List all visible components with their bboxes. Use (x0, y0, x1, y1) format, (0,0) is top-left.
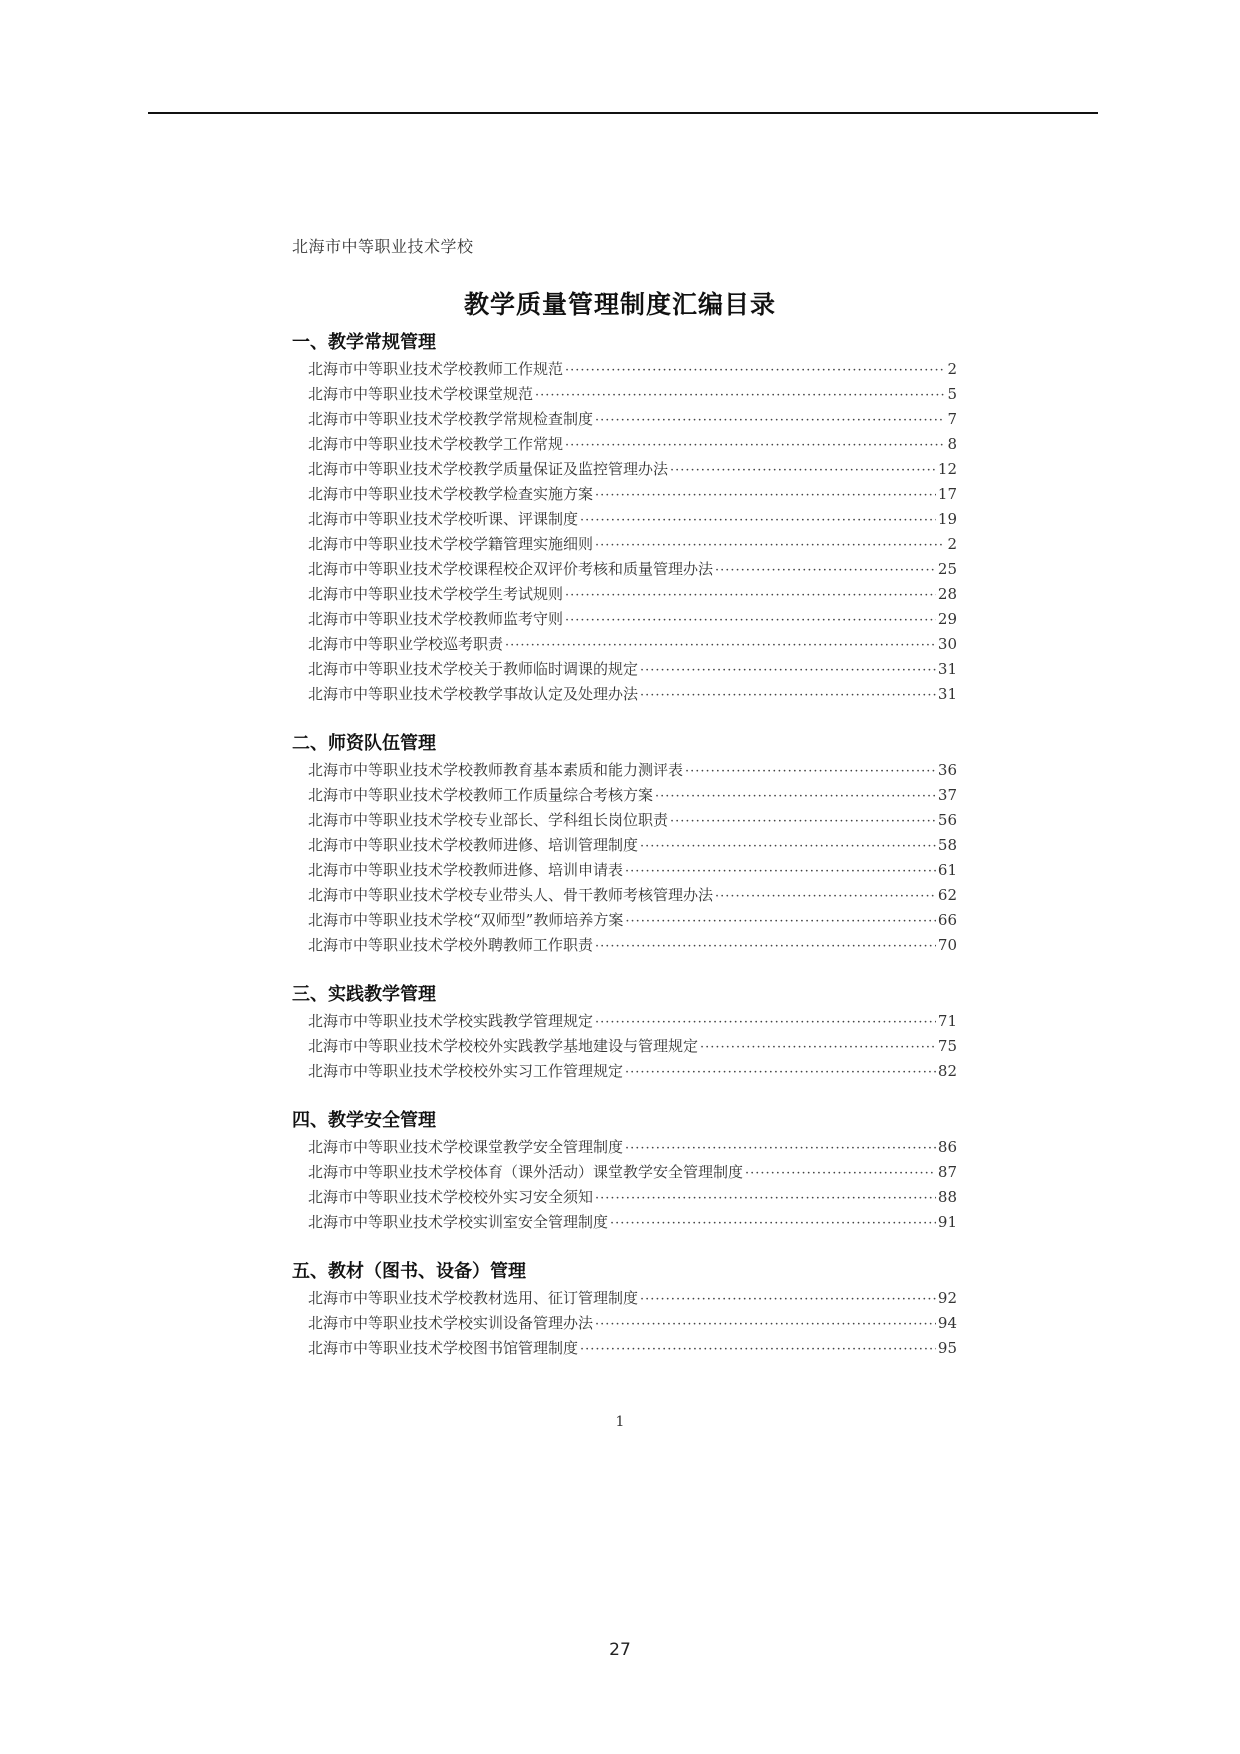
dot-leader (565, 358, 945, 383)
toc-entry-label: 北海市中等职业技术学校教师监考守则 (308, 610, 564, 628)
dot-leader (670, 458, 936, 483)
toc-section (292, 1259, 957, 1361)
table-of-contents (292, 330, 957, 1385)
dot-leader (595, 408, 945, 433)
toc-entry (292, 457, 957, 482)
toc-entry-label: 北海市中等职业技术学校关于教师临时调课的规定 (308, 660, 639, 678)
toc-entry-page: 31 (937, 685, 957, 703)
dot-leader (610, 1211, 936, 1236)
toc-entry-label: 北海市中等职业技术学校专业部长、学科组长岗位职责 (308, 811, 669, 829)
dot-leader (625, 1136, 936, 1161)
toc-entry-label: 北海市中等职业技术学校“双师型”教师培养方案 (308, 911, 624, 929)
toc-entry-label: 北海市中等职业技术学校教师进修、培训申请表 (308, 861, 624, 879)
toc-entry-page: 92 (937, 1289, 957, 1307)
inner-page-number: 1 (615, 1414, 625, 1430)
toc-entry-page: 71 (937, 1012, 957, 1030)
toc-entry (292, 933, 957, 958)
toc-entry (292, 507, 957, 532)
toc-entry (292, 1210, 957, 1235)
section-title: 五、教材（图书、设备）管理 (292, 1261, 526, 1282)
toc-entry-page: 36 (937, 761, 957, 779)
toc-entry (292, 1311, 957, 1336)
toc-entry (292, 482, 957, 507)
toc-section (292, 982, 957, 1084)
dot-leader (640, 658, 936, 683)
toc-entry-page: 91 (937, 1213, 957, 1231)
toc-entry (292, 1009, 957, 1034)
toc-entry (292, 908, 957, 933)
toc-entry-page: 66 (937, 911, 957, 929)
toc-section (292, 1108, 957, 1235)
dot-leader (715, 884, 936, 909)
toc-entry-label: 北海市中等职业技术学校课堂教学安全管理制度 (308, 1138, 624, 1156)
toc-entry (292, 657, 957, 682)
toc-entry-label: 北海市中等职业技术学校教学质量保证及监控管理办法 (308, 460, 669, 478)
toc-entry-page: 25 (937, 560, 957, 578)
dot-leader (625, 1060, 936, 1085)
dot-leader (595, 1312, 936, 1337)
toc-entry-page: 28 (937, 585, 957, 603)
dot-leader (715, 558, 936, 583)
toc-entry (292, 883, 957, 908)
dot-leader (685, 759, 936, 784)
toc-entry-page: 56 (937, 811, 957, 829)
dot-leader (655, 784, 936, 809)
dot-leader (595, 934, 936, 959)
toc-entry-label: 北海市中等职业技术学校教学常规检查制度 (308, 410, 594, 428)
toc-entry-page: 87 (937, 1163, 957, 1181)
section-title: 二、师资队伍管理 (292, 733, 436, 754)
dot-leader (640, 1287, 936, 1312)
toc-entry-label: 北海市中等职业技术学校教学检查实施方案 (308, 485, 594, 503)
toc-entry-label: 北海市中等职业技术学校校外实习工作管理规定 (308, 1062, 624, 1080)
toc-entry (292, 432, 957, 457)
dot-leader (625, 909, 936, 934)
dot-leader (595, 1010, 936, 1035)
toc-entry-label: 北海市中等职业技术学校实践教学管理规定 (308, 1012, 594, 1030)
toc-entry-label: 北海市中等职业技术学校实训设备管理办法 (308, 1314, 594, 1332)
toc-entry (292, 1336, 957, 1361)
dot-leader (595, 483, 936, 508)
dot-leader (535, 383, 945, 408)
dot-leader (580, 1337, 936, 1362)
toc-entry (292, 1135, 957, 1160)
dot-leader (640, 834, 936, 859)
dot-leader (565, 608, 936, 633)
dot-leader (670, 809, 936, 834)
toc-entry (292, 758, 957, 783)
dot-leader (595, 533, 945, 558)
toc-entry (292, 1160, 957, 1185)
toc-entry (292, 557, 957, 582)
toc-entry-page: 29 (937, 610, 957, 628)
toc-entry (292, 783, 957, 808)
dot-leader (640, 683, 936, 708)
toc-entry-label: 北海市中等职业技术学校专业带头人、骨干教师考核管理办法 (308, 886, 714, 904)
dot-leader (565, 583, 936, 608)
section-title: 三、实践教学管理 (292, 984, 436, 1005)
toc-entry (292, 582, 957, 607)
toc-entry-page: 7 (947, 410, 957, 428)
toc-entry (292, 808, 957, 833)
toc-entry-label: 北海市中等职业技术学校实训室安全管理制度 (308, 1213, 609, 1231)
toc-entry-page: 2 (947, 535, 957, 553)
toc-entry (292, 532, 957, 557)
toc-entry-page: 8 (947, 435, 957, 453)
toc-entry-page: 58 (937, 836, 957, 854)
toc-entry (292, 1286, 957, 1311)
toc-entry-page: 37 (937, 786, 957, 804)
toc-entry (292, 1034, 957, 1059)
dot-leader (745, 1161, 936, 1186)
toc-entry-label: 北海市中等职业学校巡考职责 (308, 635, 504, 653)
school-name: 北海市中等职业技术学校 (292, 237, 474, 256)
toc-section (292, 330, 957, 707)
toc-section (292, 731, 957, 958)
toc-entry-page: 17 (937, 485, 957, 503)
toc-entry-page: 95 (937, 1339, 957, 1357)
page-title: 教学质量管理制度汇编目录 (463, 290, 776, 319)
toc-entry-label: 北海市中等职业技术学校教师教育基本素质和能力测评表 (308, 761, 684, 779)
toc-entry-label: 北海市中等职业技术学校教师工作质量综合考核方案 (308, 786, 654, 804)
toc-entry-page: 12 (937, 460, 957, 478)
toc-entry-page: 2 (947, 360, 957, 378)
toc-entry-page: 82 (937, 1062, 957, 1080)
dot-leader (700, 1035, 936, 1060)
toc-entry-label: 北海市中等职业技术学校教师工作规范 (308, 360, 564, 378)
toc-entry-label: 北海市中等职业技术学校校外实习安全须知 (308, 1188, 594, 1206)
toc-entry (292, 357, 957, 382)
toc-entry (292, 607, 957, 632)
toc-entry (292, 632, 957, 657)
toc-entry (292, 382, 957, 407)
toc-entry (292, 833, 957, 858)
dot-leader (625, 859, 936, 884)
section-title: 一、教学常规管理 (292, 332, 436, 353)
section-title: 四、教学安全管理 (292, 1110, 436, 1131)
toc-entry-page: 61 (937, 861, 957, 879)
toc-entry (292, 1185, 957, 1210)
toc-entry-page: 62 (937, 886, 957, 904)
toc-entry-label: 北海市中等职业技术学校教学事故认定及处理办法 (308, 685, 639, 703)
toc-entry-label: 北海市中等职业技术学校课堂规范 (308, 385, 534, 403)
outer-page-number: 27 (609, 1640, 631, 1660)
toc-entry-label: 北海市中等职业技术学校校外实践教学基地建设与管理规定 (308, 1037, 699, 1055)
dot-leader (595, 1186, 936, 1211)
toc-entry-label: 北海市中等职业技术学校体育（课外活动）课堂教学安全管理制度 (308, 1163, 744, 1181)
toc-entry-label: 北海市中等职业技术学校图书馆管理制度 (308, 1339, 579, 1357)
toc-entry-page: 31 (937, 660, 957, 678)
toc-entry-label: 北海市中等职业技术学校听课、评课制度 (308, 510, 579, 528)
toc-entry-page: 19 (937, 510, 957, 528)
toc-entry-page: 88 (937, 1188, 957, 1206)
toc-entry-label: 北海市中等职业技术学校教学工作常规 (308, 435, 564, 453)
top-rule (148, 112, 1098, 114)
toc-entry-page: 94 (937, 1314, 957, 1332)
dot-leader (580, 508, 936, 533)
toc-entry-page: 30 (937, 635, 957, 653)
toc-entry (292, 407, 957, 432)
toc-entry-label: 北海市中等职业技术学校学生考试规则 (308, 585, 564, 603)
toc-entry-label: 北海市中等职业技术学校教师进修、培训管理制度 (308, 836, 639, 854)
toc-entry-label: 北海市中等职业技术学校外聘教师工作职责 (308, 936, 594, 954)
toc-entry (292, 1059, 957, 1084)
toc-entry-page: 5 (947, 385, 957, 403)
toc-entry-label: 北海市中等职业技术学校课程校企双评价考核和质量管理办法 (308, 560, 714, 578)
toc-entry-label: 北海市中等职业技术学校教材选用、征订管理制度 (308, 1289, 639, 1307)
toc-entry-page: 75 (937, 1037, 957, 1055)
dot-leader (505, 633, 936, 658)
toc-entry-page: 86 (937, 1138, 957, 1156)
toc-entry (292, 682, 957, 707)
toc-entry-page: 70 (937, 936, 957, 954)
toc-entry-label: 北海市中等职业技术学校学籍管理实施细则 (308, 535, 594, 553)
toc-entry (292, 858, 957, 883)
dot-leader (565, 433, 945, 458)
